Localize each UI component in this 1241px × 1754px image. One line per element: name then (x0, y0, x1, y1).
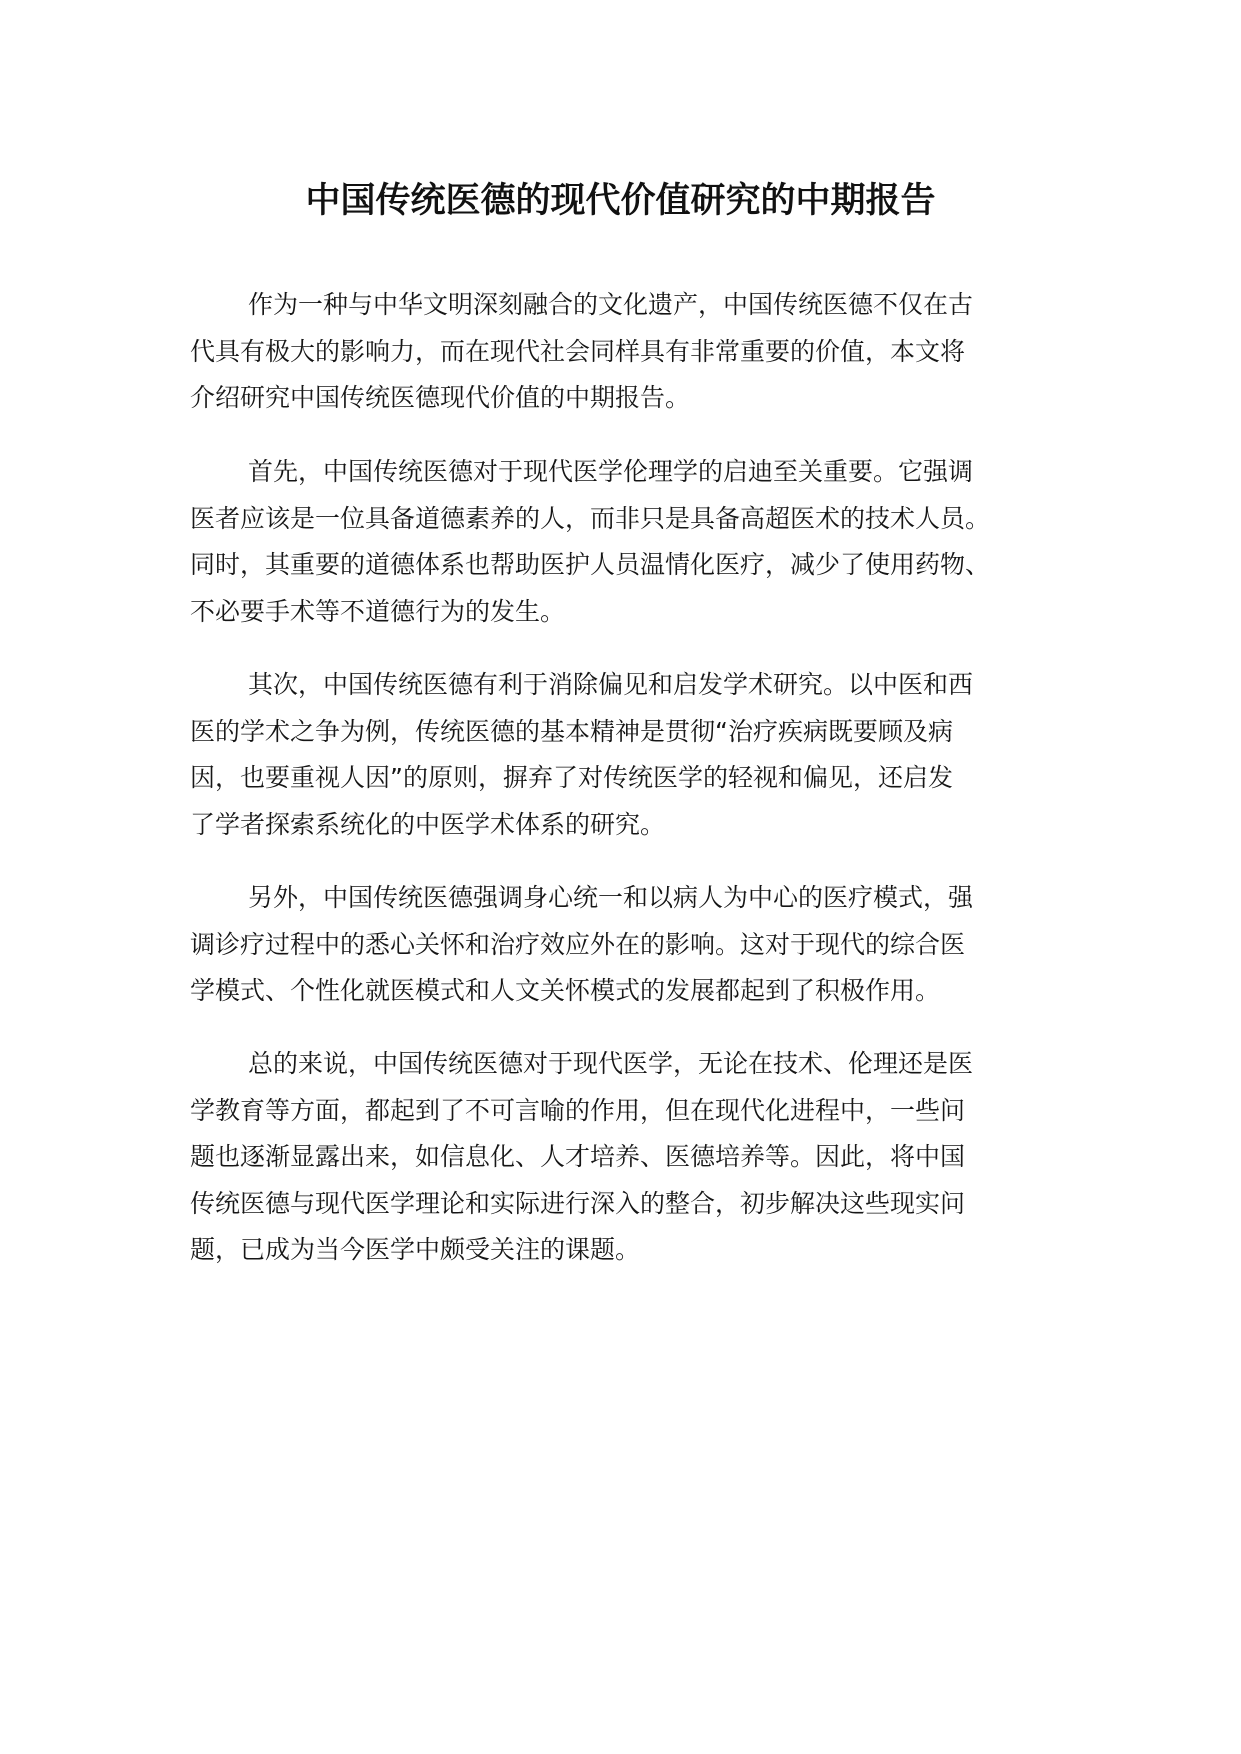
paragraph-line: 不必要手术等不道德行为的发生。 (190, 596, 566, 626)
paragraph-line: 作为一种与中华文明深刻融合的文化遗产，中国传统医德不仅在古 (248, 290, 974, 319)
paragraph-line: 学教育等方面，都起到了不可言喻的作用，但在现代化进程中，一些问 (190, 1095, 966, 1125)
paragraph-conclusion (190, 1041, 1080, 1274)
paragraph-line: 医的学术之争为例，传统医德的基本精神是贯彻“治疗疾病既要顾及病 (190, 716, 953, 746)
document-title: 中国传统医德的现代价值研究的中期报告 (305, 181, 936, 221)
paragraph-line: 首先，中国传统医德对于现代医学伦理学的启迪至关重要。它强调 (248, 457, 974, 486)
paragraph-line: 另外，中国传统医德强调身心统一和以病人为中心的医疗模式，强 (248, 883, 974, 912)
paragraph-line: 医者应该是一位具备道德素养的人，而非只是具备高超医术的技术人员。 (190, 503, 991, 533)
paragraph-line: 了学者探索系统化的中医学术体系的研究。 (190, 809, 666, 839)
paragraph-line: 传统医德与现代医学理论和实际进行深入的整合，初步解决这些现实问 (190, 1188, 966, 1218)
paragraph-line: 题也逐渐显露出来，如信息化、人才培养、医德培养等。因此，将中国 (190, 1142, 966, 1171)
paragraph-intro (190, 282, 1080, 422)
paragraph-line: 介绍研究中国传统医德现代价值的中期报告。 (190, 383, 691, 412)
paragraph-line: 题，已成为当今医学中颇受关注的课题。 (190, 1235, 641, 1264)
paragraph-line: 其次，中国传统医德有利于消除偏见和启发学术研究。以中医和西 (248, 670, 974, 699)
paragraph-line: 总的来说，中国传统医德对于现代医学，无论在技术、伦理还是医 (248, 1049, 974, 1078)
paragraph-line: 代具有极大的影响力，而在现代社会同样具有非常重要的价值，本文将 (190, 336, 966, 366)
paragraph-line: 调诊疗过程中的悉心关怀和治疗效应外在的影响。这对于现代的综合医 (190, 929, 966, 959)
paragraph-second-point (190, 662, 1080, 848)
paragraph-first-point (190, 449, 1080, 635)
paragraph-line: 学模式、个性化就医模式和人文关怀模式的发展都起到了积极作用。 (190, 976, 941, 1005)
paragraph-third-point (190, 875, 1080, 1015)
paragraph-line: 因，也要重视人因”的原则，摒弃了对传统医学的轻视和偏见，还启发 (190, 763, 953, 792)
paragraph-line: 同时，其重要的道德体系也帮助医护人员温情化医疗，减少了使用药物、 (190, 550, 991, 579)
